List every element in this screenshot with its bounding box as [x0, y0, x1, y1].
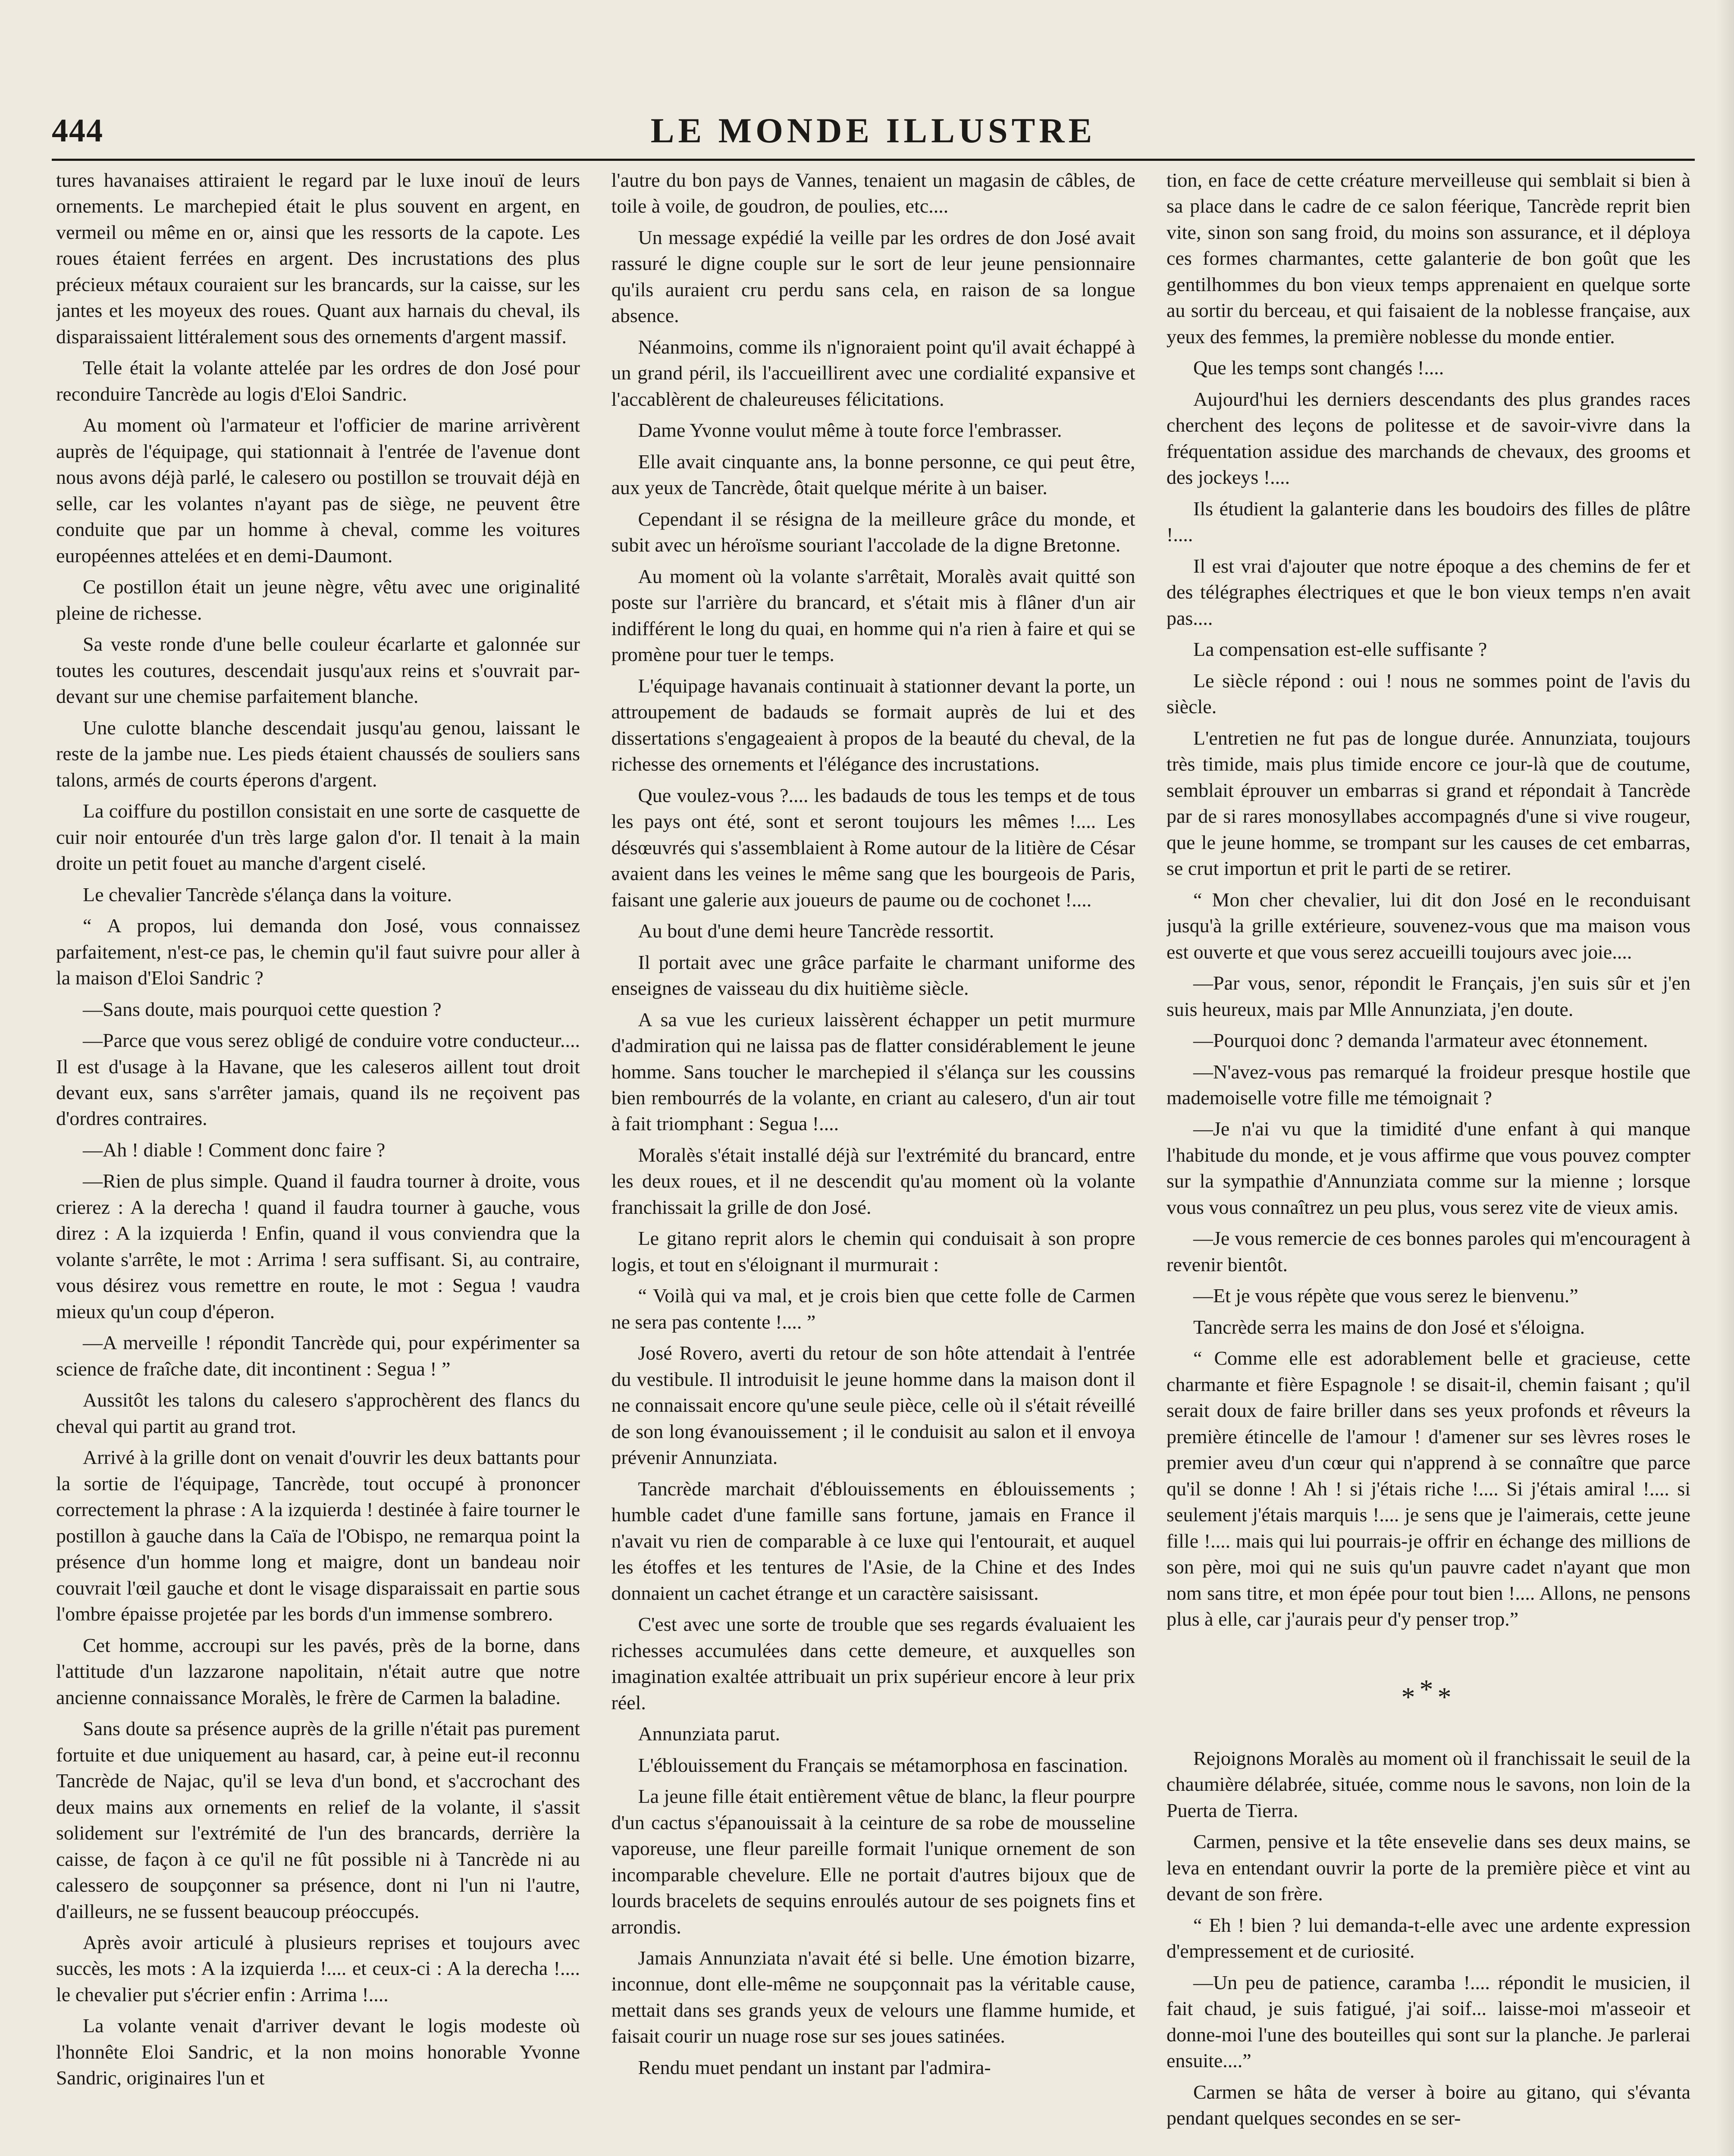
paragraph: Ils étudient la galanterie dans les boudoirs des filles de plâtre !.... [1166, 497, 1690, 546]
paragraph: Sa veste ronde d'une belle couleur écarlarte et galonnée sur toutes les coutures, descendait jusqu'aux reins et s'ouvrait par-devant sur une chemise parfaitement blanche. [56, 633, 580, 708]
paragraph: —N'avez-vous pas remarqué la froideur presque hostile que mademoiselle votre fille me témoignait ? [1166, 1060, 1690, 1109]
column-2 [611, 167, 1135, 2156]
paragraph: Telle était la volante attelée par les ordres de don José pour reconduire Tancrède au logis d'Eloi Sandric. [56, 357, 580, 405]
paragraph: Il est vrai d'ajouter que notre époque a des chemins de fer et des télégraphes électriques et que le bon vieux temps n'en avait pas.... [1166, 555, 1690, 629]
paragraph: Jamais Annunziata n'avait été si belle. Une émotion bizarre, inconnue, dont elle-même ne soupçonnait pas la véritable cause, mettait dans ses grands yeux de velours une flamme humide, et faisait courir un nuage rose sur ses joues satinées. [611, 1947, 1135, 2047]
paragraph: tion, en face de cette créature merveilleuse qui semblait si bien à sa place dans le cadre de ce salon féerique, Tancrède reprit bien vite, sinon son sang froid, du moins son assurance, et il déploya ces formes charmantes, cette galanterie de bon goût que les gentilhommes du bon vieux temps apprenaient en quelque sorte au sortir du berceau, et qui faisaient de la noblesse française, aux yeux des femmes, la première noblesse du monde entier. [1166, 169, 1690, 348]
asterism-star: * [1401, 1681, 1420, 1712]
paragraph: Un message expédié la veille par les ordres de don José avait rassuré le digne couple sur le sort de leur jeune pensionnaire qu'ils auraient cru perdu sans cela, en raison de sa longue absence. [611, 226, 1135, 327]
paragraph: —Sans doute, mais pourquoi cette question ? [83, 998, 442, 1020]
paragraph: José Rovero, averti du retour de son hôte attendait à l'entrée du vestibule. Il introduisit le jeune homme dans la maison dont il ne connaissait encore qu'une seule pièce, celle où il s'était réveillé de son long évanouissement ; il le conduisit au salon et il envoya prévenir Annunziata. [611, 1342, 1135, 1469]
paragraph: La compensation est-elle suffisante ? [1193, 638, 1487, 661]
paragraph: La jeune fille était entièrement vêtue de blanc, la fleur pourpre d'un cactus s'épanouissait à la ceinture de sa robe de mousseline vaporeuse, une fleur pareille formait l'unique ornement de son incomparable chevelure. Elle ne portait d'autres bijoux que de lourds bracelets de sequins enroulés autour de ses poignets fins et arrondis. [611, 1785, 1135, 1938]
paragraph: La volante venait d'arriver devant le logis modeste où l'honnête Eloi Sandric, et la non moins honorable Yvonne Sandric, originaires l'un et [56, 2015, 580, 2089]
paragraph: Carmen, pensive et la tête ensevelie dans ses deux mains, se leva en entendant ouvrir la porte de la première pièce et vint au devant de son frère. [1166, 1830, 1690, 1905]
paragraph: Sans doute sa présence auprès de la grille n'était pas purement fortuite et due uniquement au hasard, car, à peine eut-il reconnu Tancrède de Najac, qu'il se leva d'un bond, et s'accrochant des deux mains aux ornements en relief de la volante, il s'assit solidement sur l'extrémité de l'un des brancards, derrière la caisse, de façon à ce qu'il ne fût possible ni à Tancrède ni au calessero de soupçonner sa présence, dont ni l'un ni l'autre, d'ailleurs, ne se fussent beaucoup préoccupés. [56, 1717, 580, 1922]
paragraph: A sa vue les curieux laissèrent échapper un petit murmure d'admiration qui ne laissa pas de flatter considérablement le jeune homme. Sans toucher le marchepied il s'élança sur les coussins bien rembourrés de la volante, en criant au calesero, d'un air tout à fait triomphant : Segua !.... [611, 1008, 1135, 1135]
paragraph: Le gitano reprit alors le chemin qui conduisait à son propre logis, et tout en s'éloignant il murmurait : [611, 1227, 1135, 1275]
paragraph: Aujourd'hui les derniers descendants des plus grandes races cherchent des leçons de politesse et de savoir-vivre dans la fréquentation assidue des marchands de chevaux, des grooms et des jockeys !.... [1166, 388, 1690, 489]
paragraph: Que les temps sont changés !.... [1193, 357, 1444, 379]
asterism-star: * [1419, 1673, 1438, 1705]
paragraph: Au moment où la volante s'arrêtait, Moralès avait quitté son poste sur l'arrière du brancard, et s'était mis à flâner d'un air indifférent le long du quai, en homme qui n'a rien à faire et qui se promène pour tuer le temps. [611, 565, 1135, 666]
paragraph: —Ah ! diable ! Comment donc faire ? [83, 1138, 386, 1161]
paragraph: “ Eh ! bien ? lui demanda-t-elle avec une ardente expression d'empressement et de curiosité. [1166, 1914, 1690, 1962]
paragraph: Le chevalier Tancrède s'élança dans la voiture. [83, 883, 452, 906]
paragraph: Arrivé à la grille dont on venait d'ouvrir les deux battants pour la sortie de l'équipage, Tancrède, tout occupé à prononcer correctement la phrase : A la izquierda ! destinée à faire tourner le postillon à gauche dans la Caïa de l'Obispo, ne remarqua point la présence d'un homme long et maigre, dont un bandeau noir couvrait l'œil gauche et dont le visage disparaissait en partie sous l'ombre épaisse projetée par les bords d'un immense sombrero. [56, 1446, 580, 1625]
paragraph: Tancrède serra les mains de don José et s'éloigna. [1193, 1316, 1585, 1338]
column-1 [56, 167, 580, 2156]
paragraph: —Parce que vous serez obligé de conduire votre conducteur.... Il est d'usage à la Havane, que les caleseros aillent tout droit devant eux, sans s'arrêter jamais, quand ils ne reçoivent pas d'ordres contraires. [56, 1029, 580, 1130]
paragraph: Annunziata parut. [638, 1723, 781, 1745]
paragraph: l'autre du bon pays de Vannes, tenaient un magasin de câbles, de toile à voile, de goudron, de poulies, etc.... [611, 169, 1135, 217]
paragraph: Au bout d'une demi heure Tancrède ressortit. [638, 920, 994, 942]
article-body [56, 167, 1690, 2156]
paragraph: Aussitôt les talons du calesero s'approchèrent des flancs du cheval qui partit au grand trot. [56, 1389, 580, 1437]
paragraph: C'est avec une sorte de trouble que ses regards évaluaient les richesses accumulées dans cette demeure, et auxquelles son imagination exaltée attribuait un prix supérieur encore à leur prix réel. [611, 1613, 1135, 1714]
paragraph: L'éblouissement du Français se métamorphosa en fascination. [638, 1754, 1128, 1776]
paragraph: Le siècle répond : oui ! nous ne sommes point de l'avis du siècle. [1166, 669, 1690, 718]
page-header [52, 82, 1695, 150]
paragraph: “ Mon cher chevalier, lui dit don José en le reconduisant jusqu'à la grille extérieure, souvenez-vous que ma maison vous est ouverte et que vous serez accueilli toujours avec joie.... [1166, 888, 1690, 963]
paragraph: Cependant il se résigna de la meilleure grâce du monde, et subit avec un héroïsme souriant l'accolade de la digne Bretonne. [611, 508, 1135, 556]
paragraph: Après avoir articulé à plusieurs reprises et toujours avec succès, les mots : A la izquierda !.... et ceux-ci : A la derecha !.... le chevalier put s'écrier enfin : Arrima !.... [56, 1931, 580, 2006]
paragraph: Ce postillon était un jeune nègre, vêtu avec une originalité pleine de richesse. [56, 576, 580, 624]
paragraph: La coiffure du postillon consistait en une sorte de casquette de cuir noir entourée d'un très large galon d'or. Il tenait à la main droite un petit fouet au manche d'argent ciselé. [56, 800, 580, 874]
paragraph: L'équipage havanais continuait à stationner devant la porte, un attroupement de badauds se formait auprès de lui et des dissertations s'engageaient à propos de la beauté du cheval, de la richesse des ornements et l'élégance des incrustations. [611, 674, 1135, 775]
paragraph: L'entretien ne fut pas de longue durée. Annunziata, toujours très timide, mais plus timide encore ce jour-là que de coutume, semblait éprouver un embarras si grand et répondait à Tancrède par de si rares monosyllabes accompagnés d'une si vive rougeur, que le jeune homme, se trompant sur les causes de cet embarras, se crut importun et prit le parti de se retirer. [1166, 727, 1690, 880]
section-break-asterism [1166, 1671, 1690, 1715]
page-edge-shadow [1717, 0, 1734, 2156]
paragraph: Rejoignons Moralès au moment où il franchissait le seuil de la chaumière délabrée, située, comme nous le savons, non loin de la Puerta de Tierra. [1166, 1747, 1690, 1821]
paragraph: Que voulez-vous ?.... les badauds de tous les temps et de tous les pays ont été, sont et seront toujours les mêmes !.... Les désœuvrés qui s'assemblaient à Rome autour de la litière de César avaient dans les veines le même sang que les bourgeois de Paris, faisant une galerie aux joueurs de paume ou de cochonet !.... [611, 784, 1135, 911]
paragraph: tures havanaises attiraient le regard par le luxe inouï de leurs ornements. Le marchepied était le plus souvent en argent, en vermeil ou même en or, ainsi que les ressorts de la capote. Les roues étaient ferrées en argent. Des incrustations des plus précieux métaux couraient sur les brancards, sur la caisse, sur les jantes et les moyeux des roues. Quant aux harnais du cheval, ils disparaissaient littéralement sous des ornements d'argent massif. [56, 169, 580, 348]
paragraph: Néanmoins, comme ils n'ignoraient point qu'il avait échappé à un grand péril, ils l'accueillirent avec une cordialité expansive et l'accablèrent de chaleureuses félicitations. [611, 335, 1135, 410]
paragraph: —Je n'ai vu que la timidité d'une enfant à qui manque l'habitude du monde, et je vous affirme que vous pouvez compter sur la sympathie d'Annunziata comme sur la mienne ; lorsque vous vous connaîtrez un peu plus, vous serez vite de vieux amis. [1166, 1118, 1690, 1218]
paragraph: “ Comme elle est adorablement belle et gracieuse, cette charmante et fière Espagnole ! se disait-il, chemin faisant ; qu'il serait doux de faire briller dans ses yeux profonds et rêveurs la première étincelle de l'amour ! d'amener sur ses lèvres roses le premier aveu d'un cœur qui n'apprend à se connaître que parce qu'il se donne ! Ah ! si j'étais riche !.... Si j'étais amiral !.... si seulement j'étais marquis !.... je sens que je l'aimerais, cette jeune fille !.... mais qui lui pourrais-je offrir en échange des millions de son père, moi qui ne suis qu'un pauvre cadet n'ayant que mon nom sans titre, et mon épée pour tout bien !.... Allons, ne pensons plus à elle, car j'aurais peur d'y penser trop.” [1166, 1347, 1690, 1630]
paragraph: —Rien de plus simple. Quand il faudra tourner à droite, vous crierez : A la derecha ! quand il faudra tourner à gauche, vous direz : A la izquierda ! Enfin, quand il vous conviendra que la volante s'arrête, le mot : Arrima ! sera suffisant. Si, au contraire, vous désirez vous remettre en route, le mot : Segua ! vaudra mieux qu'un coup d'éperon. [56, 1170, 580, 1322]
header-rule [52, 159, 1695, 161]
paragraph: —A merveille ! répondit Tancrède qui, pour expérimenter sa science de fraîche date, dit incontinent : Segua ! ” [56, 1332, 580, 1380]
paragraph: —Et je vous répète que vous serez le bienvenu.” [1193, 1285, 1578, 1307]
paragraph: Rendu muet pendant un instant par l'admira- [638, 2056, 991, 2078]
paragraph: Au moment où l'armateur et l'officier de marine arrivèrent auprès de l'équipage, qui stationnait à l'entrée de l'avenue dont nous avons déjà parlé, le calesero ou postillon se trouvait déjà en selle, car les volantes n'ayant pas de siège, ne peuvent être conduite que par un homme à cheval, comme les voitures européennes attelées et en demi-Daumont. [56, 414, 580, 567]
paragraph: “ A propos, lui demanda don José, vous connaissez parfaitement, n'est-ce pas, le chemin qu'il faut suivre pour aller à la maison d'Eloi Sandric ? [56, 915, 580, 989]
paragraph: “ Voilà qui va mal, et je crois bien que cette folle de Carmen ne sera pas contente !.... ” [611, 1285, 1135, 1333]
page-number: 444 [52, 113, 103, 149]
paragraph: Carmen se hâta de verser à boire au gitano, qui s'évanta pendant quelques secondes en se ser- [1166, 2081, 1690, 2129]
paragraph: Moralès s'était installé déjà sur l'extrémité du brancard, entre les deux roues, et il ne descendit qu'au moment où la volante franchissait la grille de don José. [611, 1144, 1135, 1218]
paragraph: Tancrède marchait d'éblouissements en éblouissements ; humble cadet d'une famille sans fortune, jamais en France il n'avait vu rien de comparable à ce luxe qui l'entourait, et auquel les étoffes et les tentures de l'Asie, de la Chine et des Indes donnaient un cachet étrange et un caractère saisissant. [611, 1477, 1135, 1604]
column-3 [1166, 167, 1690, 2156]
paragraph: Dame Yvonne voulut même à toute force l'embrasser. [638, 419, 1062, 442]
paragraph: Cet homme, accroupi sur les pavés, près de la borne, dans l'attitude d'un lazzarone napolitain, n'était autre que notre ancienne connaissance Moralès, le frère de Carmen la baladine. [56, 1634, 580, 1708]
paragraph: Elle avait cinquante ans, la bonne personne, ce qui peut être, aux yeux de Tancrède, ôtait quelque mérite à un baiser. [611, 450, 1135, 499]
paragraph: —Par vous, senor, répondit le Français, j'en suis sûr et j'en suis heureux, mais par Mlle Annunziata, j'en doute. [1166, 972, 1690, 1020]
paragraph: —Pourquoi donc ? demanda l'armateur avec étonnement. [1193, 1029, 1648, 1052]
paragraph: —Je vous remercie de ces bonnes paroles qui m'encouragent à revenir bientôt. [1166, 1227, 1690, 1275]
paragraph: Une culotte blanche descendait jusqu'au genou, laissant le reste de la jambe nue. Les pieds étaient chaussés de souliers sans talons, armés de courts éperons d'argent. [56, 716, 580, 791]
paragraph: —Un peu de patience, caramba !.... répondit le musicien, il fait chaud, je suis fatigué, j'ai soif... laisse-moi m'asseoir et donne-moi l'une des bouteilles qui sont sur la planche. Je parlerai ensuite....” [1166, 1971, 1690, 2072]
asterism-star: * [1437, 1681, 1456, 1712]
paragraph: Il portait avec une grâce parfaite le charmant uniforme des enseignes de vaisseau du dix huitième siècle. [611, 951, 1135, 1000]
journal-title: LE MONDE ILLUSTRE [650, 111, 1096, 150]
